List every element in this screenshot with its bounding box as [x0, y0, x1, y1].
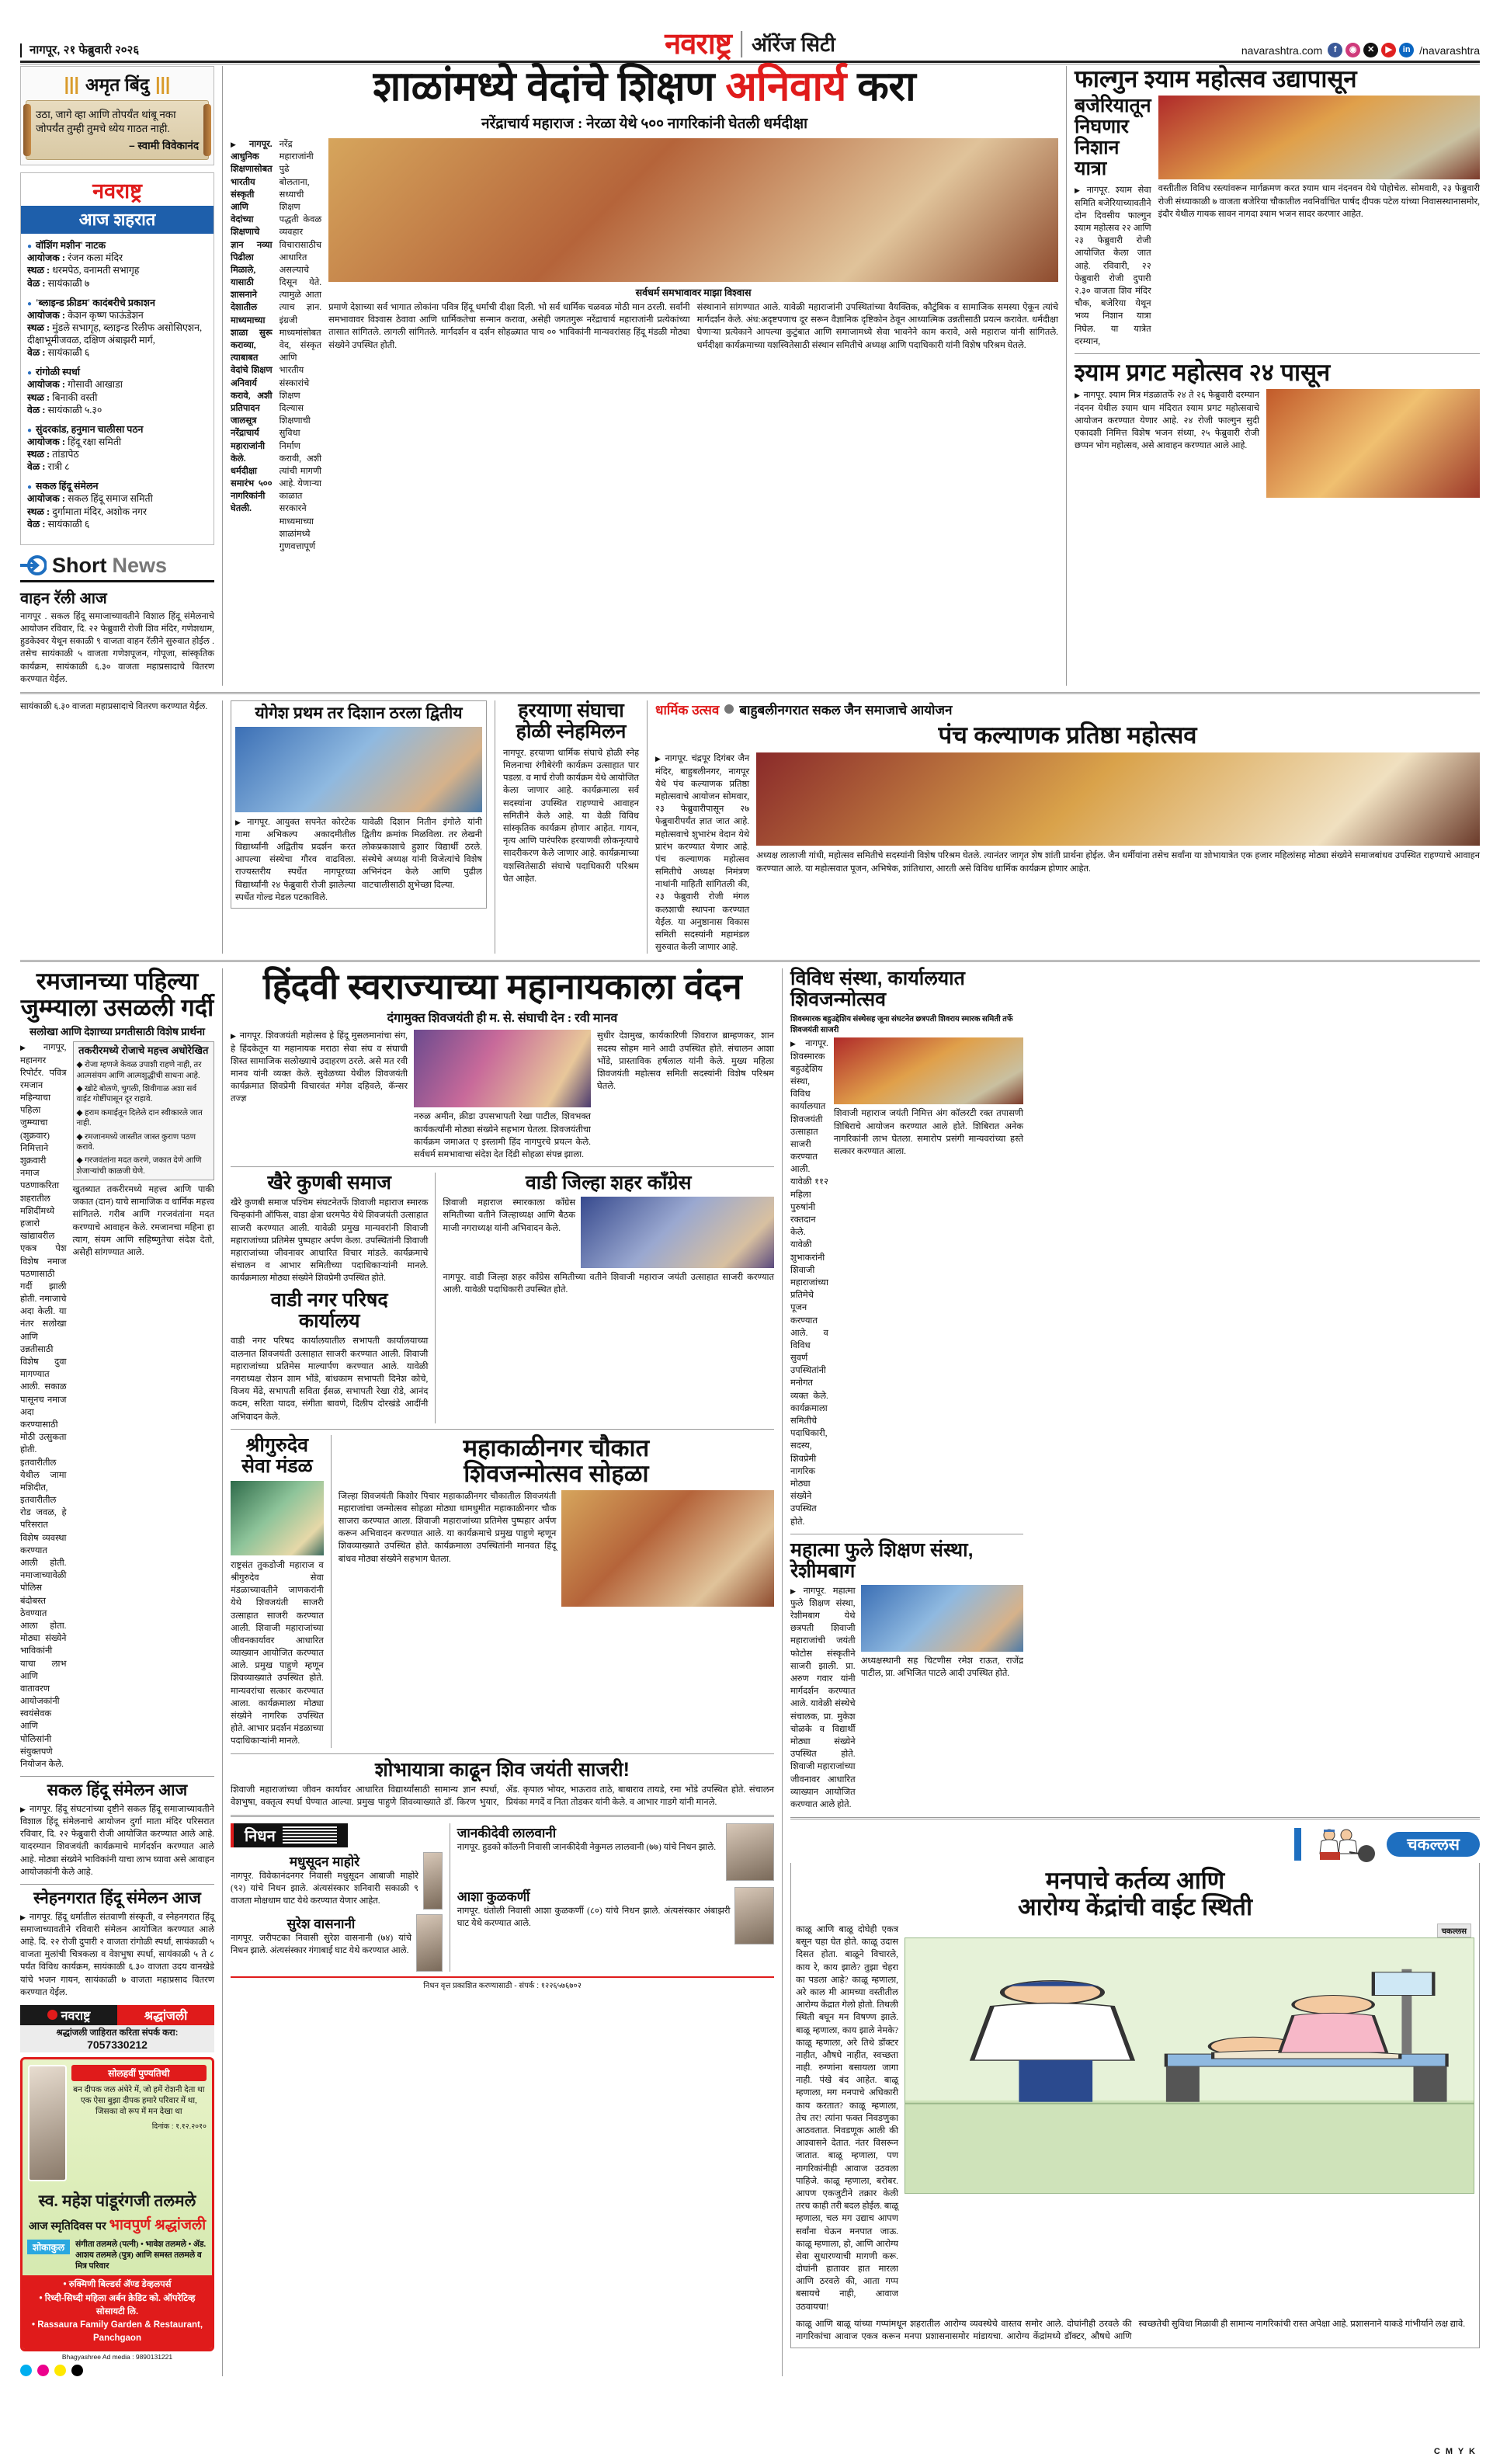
list-item: ◆ रोजा म्हणजे केवळ उपाशी राहणे नाही, तर आत्मसंयम आणि आत्मशुद्धीची साधना आहे. [76, 1061, 202, 1080]
left-sidebar-continue [20, 700, 214, 954]
obituary-photo [726, 1823, 774, 1881]
lead-story [231, 66, 1058, 686]
chakallas-headline-1[interactable]: मनपाचे कर्तव्य आणि [1045, 1867, 1225, 1895]
shivjayanti-col-3: नरुळ अमीन, क्रीडा उपसभापती रेखा पाटील, शिवभक्त कार्यकर्त्यांनी मोठ्या संख्येने सहभाग घेतला. शिवजयंतीचा कार्यक्रम जमाअत ए इस्लामी हिंद नागपुरचे प्रयत्न केले. सर्वधर्म समभावाचा संदेश देत दिंडी सोहळा संपन्न झाला. [414, 1112, 591, 1159]
sponsor-3: • Rassaura Family Garden & Restaurant, Panchgaon [31, 2320, 203, 2344]
story-headline-falgun[interactable]: फाल्गुन श्याम महोत्सव उद्यापासून [1075, 65, 1357, 92]
website-url[interactable]: navarashtra.com [1241, 43, 1323, 57]
lead-photo-caption: सर्वधर्म समभावावर माझा विश्वास [635, 287, 752, 298]
cyan-dot-icon [20, 2365, 32, 2376]
organizer-label: आयोजक : [27, 379, 65, 391]
event-title: ● सकल हिंदू संमेलन [27, 480, 207, 492]
amrit-bindu-title-row [26, 71, 209, 96]
memorial-family: संगीता तलमले (पत्नी) • भावेश तलमले • ॲड. आशय तलमले (पुत्र) आणि समस्त तलमले व मित्र परिवार [75, 2240, 207, 2271]
venue-value: दुर्गामाता मंदिर, अशोक नगर [52, 506, 148, 517]
chakallas-header [790, 1826, 1480, 1863]
shivjayanti-section [231, 968, 774, 2375]
lead-photo [328, 138, 1058, 282]
obituary-photo [734, 1887, 774, 1944]
arrow-circle-icon [20, 554, 47, 576]
right-lower-top [790, 968, 1480, 1811]
chakallas-pill: चकल्लस [1387, 1832, 1480, 1857]
time-value: रात्री ८ [47, 461, 70, 473]
stripes-icon [283, 1826, 337, 1844]
masthead-web-links [1241, 43, 1480, 57]
obituary-body: नागपूर. विवेकानंदनगर निवासी मधुसूदन आबाजी माहोरे (९२) यांचे निधन झाले. अंत्यसंस्कार शनिवारी सकाळी ९ वाजता मोक्षधाम घाट येथे करण्यात येणार आहेत. [231, 1871, 418, 1906]
memorial-brand: नवराष्ट्र [20, 2005, 117, 2025]
social-icons [1328, 43, 1414, 57]
lead-dateline: नागपूर. आधुनिक शिक्षणासोबत भारतीय संस्कृती आणि वेदांच्या शिक्षणाचे ज्ञान नव्या पिढीला मिळाले, यासाठी शासनाने देशातील माध्यमाच्या शाळा सुरू कराव्या, त्याबाबत वेदांचे शिक्षण अनिवार्य करावे, अशी प्रतिपादन जालसूत्र नरेंद्राचार्य महाराजांनी केले. धर्मदीक्षा समारंभ ५०० नागरिकांनी घेतली. [231, 140, 273, 514]
decor-right-icon: ||| [155, 73, 171, 94]
bullet-dot-icon [724, 704, 734, 714]
list-item: ◆ हराम कमाईतून दिलेले दान स्वीकारले जात नाही. [76, 1108, 203, 1128]
headline-part-1: शाळांमध्ये वेदांचे शिक्षण [373, 64, 726, 109]
section-rule [20, 1776, 214, 1777]
ramzan-box-block [73, 1041, 215, 1771]
amrit-bindu-box [20, 66, 214, 165]
shobhayatra-body: शिवाजी महाराजांच्या जीवन कार्यावर आधारित विद्यार्थ्यांसाठी सामान्य ज्ञान स्पर्धा, वेशभुषा, वक्तृत्व स्पर्धा घेण्यात आल्या. प्रमुख पाहुणे शिवव्याख्याते डॉ. किरण भुयार, ॲड. कृपाल भोयर, भाऊराव ताठे, बाबाराव तायडे, रमा भोंडे उपस्थित होते. संचालन प्रियंका मगदें व निता तोडकर यांनी केले. व आभार गाडगे यांनी मानले. [231, 1785, 774, 1807]
edition-date: नागपूर, २१ फेब्रुवारी २०२६ [20, 43, 139, 57]
chakallas-cartoon-block [905, 1924, 1474, 2313]
instagram-icon[interactable]: ◉ [1345, 43, 1360, 57]
time-value: सायंकाळी ७ [47, 277, 90, 289]
newspaper-logo: नवराष्ट्र [665, 28, 731, 61]
column-divider [222, 968, 223, 2375]
obituary-name: मधुसूदन माहोरे [289, 1854, 360, 1869]
mid-band [20, 700, 1480, 954]
ramzan-col-2: खुतब्यात तकरीरमध्ये महत्त्व आणि पाकी जकात (दान) याचे सामाजिक व धार्मिक महत्त्व सांगितले. गरीब आणि गरजवंतांना मदत करण्याचे आवाहन केले. रमजानचा महिना हा त्याग, संयम आणि सहिष्णुतेचा संदेश देतो, असेही सांगण्यात आले. [72, 1185, 214, 1257]
venue-label: स्थळ : [27, 391, 50, 403]
lead-col-2: नरेंद्र महाराजांनी पुढे बोलताना, सध्याची शिक्षण पद्धती केवळ व्यवहार विचारासाठीच आधारित असल्याचे दिसून येते. त्यामुळे आता त्याच ज्ञान. इंग्रजी माध्यमांसोबत वेद, संस्कृत आणि भारतीय संस्कारांचे शिक्षण दिल्यास शिक्षणाची सुविधा निर्माण करावी, अशी त्यांची मागणी आहे. येणाऱ्या काळात सरकारने माध्यमाच्या शाळांमध्ये गुणवत्तापूर्ण [279, 140, 322, 551]
vividh-col-2: शिवाजी महाराज जयंती निमित्त अंग कॉलरटी रक्त तपासणी शिबिराचे आयोजन करण्यात आले होते. शिबिरात अनेक नागरिकांनी लाभ घेतला. समारोप प्रसंगी मान्यवरांच्या हस्ते सत्कार करण्यात आला. [833, 1109, 1023, 1156]
list-item: ◆ खोटे बोलणे, चुगली, शिवीगाळ अशा सर्व वाईट गोष्टींपासून दूर राहावे. [76, 1085, 197, 1104]
cartoon-icon [1307, 1826, 1380, 1863]
chakallas-headline-2[interactable]: आरोग्य केंद्रांची वाईट स्थिती [1017, 1892, 1253, 1920]
memorial-contact: श्रद्धांजली जाहिरात करिता संपर्क करा: 7057330212 [20, 2025, 214, 2052]
memorial-ad [20, 2005, 214, 2376]
column-divider [1066, 66, 1067, 686]
story-headline-shyam[interactable]: श्याम प्रगट महोत्सव २४ पासून [1075, 358, 1331, 386]
column-divider [647, 700, 648, 954]
venue-label: स्थळ : [27, 321, 50, 333]
ramzan-deck: सलोखा आणि देशाच्या प्रगतीसाठी विशेष प्रार्थना [29, 1026, 206, 1038]
sakal-1-headline[interactable]: सकल हिंदू संमेलन आज [47, 1781, 188, 1800]
mahakali-headline-2[interactable]: शिवजन्मोत्सव सोहळा [464, 1460, 649, 1488]
section-rule [231, 1166, 774, 1167]
story-ramzan [20, 968, 214, 2375]
wadi-nagar-headline-2[interactable]: कार्यालय [298, 1310, 360, 1333]
shivjayanti-headline[interactable]: हिंदवी स्वराज्याच्या महानायकाला वंदन [262, 966, 742, 1007]
story-mahakali [339, 1435, 774, 1748]
yogesh-col-2: यावेळी दिशान नितीन इंगोले यांनी द्वितीय क्रमांक मिळविला. तर लेखनी लोकप्रकाशाचे हुशार विद्यार्थी ठरले. संस्थेचे अध्यक्ष यांनी विजेत्यांचे विशेष अभिनंदन केले आणि पुढील वाटचालीसाठी शुभेच्छा दिल्या. [362, 817, 482, 890]
wadi-cong-col-2: नागपूर. वाडी जिल्हा शहर काँग्रेस समितीच्या वतीने शिवाजी महाराज जयंती उत्साहात साजरी करण्यात आली. यावेळी पदाधिकारी उपस्थित होते. [443, 1273, 774, 1295]
short-news-label-1: Short [52, 553, 107, 577]
falgun-left [1075, 96, 1151, 347]
obituary-left [231, 1823, 443, 1972]
falgun-photo [1158, 96, 1480, 179]
short-news-rule [20, 580, 214, 582]
shriguru-headline[interactable]: श्रीगुरुदेव सेवा मंडळ [241, 1434, 313, 1477]
column-divider [222, 700, 223, 954]
amrit-bindu-title: अमृत बिंदु [85, 75, 150, 95]
memorial-date: दिनांक : १.१२.२०१० [151, 2122, 207, 2132]
band-divider [20, 960, 1480, 962]
shobhayatra-headline[interactable]: शोभायात्रा काढून शिव जयंती साजरी! [375, 1758, 630, 1781]
x-icon[interactable]: ✕ [1363, 43, 1378, 57]
venue-value: मुंडले सभागृह, ब्लाइन्ड रिलीफ असोसिएशन, दीक्षाभूमीजवळ, दक्षिण अंबाझरी मार्ग, [27, 321, 203, 346]
section-rule [231, 1753, 774, 1754]
column-divider [331, 1435, 332, 1748]
organizer-value: रंजन कला मंदिर [68, 252, 123, 264]
right-column-top [1075, 66, 1480, 686]
vividh-and-mahatma [790, 968, 1023, 1811]
obituary-body: नागपूर. धंतोली निवासी आशा कुळकर्णी (८०) यांचे निधन झाले. अंत्यसंस्कार अंबाझरी घाट येथे करण्यात आले. [457, 1906, 731, 1929]
shivjayanti-deck: दंगामुक्त शिवजयंती ही म. से. संघाची देन : रवी मानव [387, 1012, 618, 1026]
list-item: ◆ रमजानमध्ये जास्तीत जास्त कुराण पठण करावे. [76, 1132, 196, 1152]
mahakali-body: जिल्हा शिवजयंती किशोर पिचार महाकाळीनगर चौकातील शिवजयंती महाराजांचा जन्मोत्सव सोहळा मोठ्या धामधुमीत महाकाळीनगर चौक साजरा करण्यात आला. शिवाजी महाराजांच्या प्रतिमेस पुष्पहार अर्पण करून अभिवादन करण्यात आले. या कार्यक्रमाचे प्रमुख पाहुणे म्हणून शिवव्याख्याते उपस्थित होते. कार्यक्रमाला उपस्थितांनी मानवत हिंदू बांधव मोठ्या संख्येने सहभाग घेतला. [338, 1491, 557, 1564]
today-in-city-box [20, 172, 214, 545]
memorial-sponsors [23, 2275, 212, 2348]
memorial-name: स्व. महेश पांडूरंगजी तलमले [38, 2191, 196, 2210]
page-title[interactable] [231, 66, 1058, 107]
shyam-photo [1266, 389, 1480, 498]
yogesh-col-1: ▶ नागपूर. आयुक्त सपनेत कोरटेक गामा अभिकल्प अकादमीतील विद्यार्थ्यांनी अद्वितीय प्रदर्शन करत आपल्या संस्थेचा गौरव वाढविला. राज्यस्तरीय स्पर्धेत नागपूरच्या विद्यार्थ्यांनी २४ फेब्रुवारी रोजी झालेल्या स्पर्धेत गोल्ड मेडल पटकाविले. [235, 816, 356, 904]
quote-text: उठा, जागे व्हा आणि तोपर्यंत थांबू नका जोपर्यंत तुम्ही तुमचे ध्येय गाठत नाही. [36, 109, 176, 135]
khaire-headline[interactable]: खैरे कुणबी समाज [267, 1172, 391, 1194]
chakallas-body-continue: काळू आणि बाळू यांच्या गप्पांमधून शहरातील आरोग्य व्यवस्थेचे वास्तव समोर आले. दोघांनीही ठरवले की नागरिकांचा आवाज एकत्र करून मनपा प्रशासनासमोर मांडायचा. आरोग्य केंद्रांमध्ये डॉक्टर, औषधे आणि स्वच्छतेची सुविधा मिळावी ही सामान्य नागरिकांची रास्त अपेक्षा आहे. प्रशासनाने याकडे गांभीर्याने लक्ष द्यावे. [796, 2319, 1466, 2341]
short-news-body-continue: सायंकाळी ६.३० वाजता महाप्रसादाचे वितरण करण्यात येईल. [20, 701, 208, 711]
time-label: वेळ : [27, 461, 46, 473]
sponsor-1: • रुक्मिणी बिल्डर्स ॲण्ड डेव्हलपर्स [63, 2280, 172, 2290]
organizer-value: केशन कृष्ण फाऊंडेशन [68, 309, 144, 321]
obituary-photo [423, 1852, 443, 1910]
obituary-body: नागपूर. हुडको कॉलनी निवासी जानकीदेवी नेकुमल लालवानी (७७) यांचे निधन झाले. [457, 1842, 717, 1852]
story-khaire [231, 1173, 428, 1423]
memorial-verse: बन दीपक जल अंधेरे में, जो हमें रोशनी देता था एक ऐसा बुझा दीपक हमारे परिवार में था, जिसका वो रूप में मन देखा था [73, 2085, 205, 2117]
sakal-2-body: ▶ नागपूर. हिंदू धर्मातील संतवाणी संस्कृती, व स्नेहनगरात हिंदू समाजाच्यावतीने रविवारी संमेलन आयोजित करण्यात आले आहे. दि. २२ रोजी दुपारी २ वाजता रांगोळी स्पर्धा, सायंकाळी ५ वाजता मुलांची चित्रकला व वेशभुषा स्पर्धा, सायंकाळी ५ ते ८ पर्यंत विविध कार्यक्रम, सायंकाळी ६.३० वाजता उदय वानखेडे यांचे भजन गायन, सायंकाळी ७ वाजता महाप्रसाद वितरण करण्यात येईल. [20, 1911, 214, 1999]
short-news-header [20, 554, 214, 578]
khaire-body: खैरे कुणबी समाज पश्चिम संघटनेतर्फे शिवाजी महाराज स्मारक चिन्हकांनी ऑफिस, वाडा क्षेत्रा धरमपेठ येथे शिवजयंती उत्साहात साजरी करण्यात आली. यावेळी प्रमुख मान्यवरांनी शिवाजी महाराजांच्या प्रतिमेस पुष्पहार अर्पण केला. उपस्थितांनी शिवाजी महाराजांच्या जीवनावर आधारित विचार मांडले. कार्यक्रमाचे संचालन व आभार समितीच्या पदाधिकाऱ्यांनी मानले. कार्यक्रमाला मोठ्या संख्येने शिवप्रेमी उपस्थित होते. [231, 1198, 429, 1284]
memorial-shokakul-badge: शोकाकुल [27, 2240, 70, 2254]
edition-name: ऑरेंज सिटी [751, 33, 835, 56]
ramzan-headline-2[interactable]: जुम्म्याला उसळली गर्दी [20, 993, 214, 1021]
jain-col-2: अध्यक्ष लालाजी गांधी, महोत्सव समितीचे सदस्यांनी विशेष परिश्रम घेतले. त्यानंतर जागृत शेष शांती प्रार्थना होईल. जैन धर्मीयांना तसेच सर्वांना या शोभायात्रेत एक हजार महिलांसह मोठ्या संख्येने समाजबांधव उपस्थित राहण्याचे आवाहन करण्यात आले. या महोत्सवात पूजन, अभिषेक, शांतिधारा, आरती असे विविध धार्मिक कार्यक्रम होणार आहेत. [756, 851, 1480, 874]
youtube-icon[interactable]: ▶ [1381, 43, 1396, 57]
magenta-dot-icon [37, 2365, 49, 2376]
list-item [27, 297, 207, 360]
section-rule [231, 1815, 774, 1817]
memorial-brand-right: श्रद्धांजली [117, 2005, 214, 2025]
memorial-phone[interactable]: 7057330212 [87, 2038, 148, 2051]
falgun-sub-1: बजेरियातून निघणार [1075, 95, 1151, 138]
mahakali-photo [561, 1490, 774, 1607]
obituary-title-badge: निधन [231, 1823, 348, 1847]
chakallas-section [790, 1826, 1480, 2348]
mahatma-photo [861, 1585, 1023, 1652]
list-item [27, 480, 207, 530]
facebook-icon[interactable]: f [1328, 43, 1342, 57]
shyam-col-1: ▶ नागपूर. श्याम मित्र मंडळातर्फे २४ ते २६ फेब्रुवारी दरम्यान नंदनन येथील श्याम धाम मंदिरात श्याम प्रगट महोत्सवाचे आयोजन करण्यात येणार आहे. २४ रोजी फाल्गुन सुदी एकादशी निमित्त विशेष भजन संध्या, २५ फेब्रुवारी रोजी छप्पन भोग महोत्सव, असे आवाहन करण्यात आले आहे. [1075, 389, 1259, 498]
column-divider [435, 1173, 436, 1423]
vividh-photo [834, 1037, 1023, 1104]
chakallas-signature: चकल्लस [1437, 1924, 1471, 1937]
mahatma-col-1: ▶ नागपूर. महात्मा फुले शिक्षण संस्था, रेशीमबाग येथे छत्रपती शिवाजी महाराजांची जयंती फोटोस संस्कृतीने साजरी झाली. प्रा. अरुण गवार यांनी मार्गदर्शन करण्यात आले. यावेळी संस्थेचे संचालक, प्रा. मुकेश चोळके व विद्यार्थी मोठ्या संख्येने उपस्थित होते. शिवाजी महाराजांच्या जीवनावर आधारित व्याख्यान आयोजित करण्यात आले होते. [790, 1585, 856, 1811]
obituary-name: जानकीदेवी लालवानी [457, 1825, 557, 1840]
vividh-sub: शिवस्मारक बहुउद्देशिय संस्थेसह जूना संघटनेत छत्रपती शिवराय स्मारक समिती तर्फे शिवजयंती साजरी [790, 1015, 1013, 1035]
story-haryana [503, 700, 639, 954]
band-divider [20, 692, 1480, 694]
masthead-divider [741, 31, 742, 57]
obituary-section [231, 1823, 774, 1992]
wadi-nagar-headline-1[interactable]: वाडी नगर परिषद [270, 1289, 388, 1312]
wadi-cong-headline[interactable]: वाडी जिल्हा शहर काँग्रेस [525, 1172, 692, 1194]
time-label: वेळ : [27, 347, 46, 359]
lead-photo-block [328, 138, 1058, 553]
memorial-ad-code: Bhagyashree Ad media : 9890131221 [61, 2352, 173, 2361]
falgun-col-2: वस्तीतील विविध रस्त्यांवरून मार्गक्रमण करत श्याम धाम नंदनवन येथे पोहोचेल. सोमवारी, २३ फेब्रुवारी रोजी संध्याकाळी ७ वाजता बजेरिया चौकातील नवनिर्वाचित पार्षद दीपक पटेल यांच्या निवासस्थानासमोर, इंदौर येथील गायक सावन नागदा श्याम भजन सादर करणार आहेत. [1158, 184, 1480, 219]
haryana-body: नागपूर. हरयाणा धार्मिक संघाचे होळी स्नेह मिलनाचा रंगीबेरंगी कार्यक्रम उत्साहात पार पडला. व मार्च रोजी कार्यक्रम येथे आयोजित केला जाणार आहे. कार्यक्रमाला सर्व सदस्यांना उपस्थित राहण्याचे आवाहन समितीने केले आहे. या वेळी विविध सांस्कृतिक कार्यक्रम होणार आहेत. गायन, नृत्य आणि पारंपरिक हरयाणवी लोकनृत्याचे सादरीकरण केले जाणार आहे. कार्यक्रमाच्या यशस्वितेसाठी संघाचे पदाधिकारी परिश्रम घेत आहेत. [503, 748, 639, 884]
list-item [27, 366, 207, 416]
right-lower-column [790, 968, 1480, 2375]
short-news-section [20, 554, 214, 686]
organizer-label: आयोजक : [27, 436, 65, 447]
ramzan-col-1: ▶ नागपूर, महानगर रिपोर्टर. पवित्र रमजान महिन्याचा पहिला जुम्म्याचा (शुक्रवार) निमित्ताने शुक्रवारी नमाज पठणाकरिता शहरातील मशिदींमध्ये हजारो खांद्यावरील एकत्र पेश विशेष नमाज पठणासाठी गर्दी झाली होती. नमाजाचे अदा केली. या नंतर सलोखा आणि उन्नतीसाठी विशेष दुवा मागण्यात आली. सकाळ पासूनच नमाज अदा करण्यासाठी मोठी उत्सुकता होती. इतवारीतील येथील जामा मशिदीत, इतवारीतील रोड जवळ, हे परिसरात विशेष व्यवस्था करण्यात आली होती. नमाजाच्यावेळी पोलिस बंदोबस्त ठेवण्यात आला होता. मोठ्या संख्येने भाविकांनी याचा लाभ आणि वातावरण आयोजकांनी स्वयंसेवक आणि पोलिसांनी संयुक्तपणे नियोजन केले. [20, 1041, 67, 1771]
short-news-body: नागपूर . सकल हिंदू समाजाच्यावतीने विशाल हिंदू संमेलनाचे आयोजन रविवार, दि. २२ फेब्रुवारी रोजी शिव मंदिर, गणेशधाम, हुडकेश्वर येथून सकाळी ९ वाजता वाहन रॅलीने सुरुवात होईल . तसेच सायंकाळी ५ वाजता गणेशपूजन, गोपूजा, सांस्कृतिक कार्यक्रम, सायंकाळी ६.३० वाजता महाप्रसादाचे वितरण करण्यात येईल. [20, 611, 214, 684]
memorial-ad-header [20, 2005, 214, 2025]
shyam-photo-block [1266, 389, 1480, 498]
time-label: वेळ : [27, 518, 46, 530]
jain-tag-rest: बाहुबलीनगरात सकल जैन समाजाचे आयोजन [739, 702, 953, 718]
sakal-1-body: ▶ नागपूर. हिंदू संघटनांच्या दृष्टीने सकल हिंदू समाजाच्यावतीने विशाल हिंदू संमेलनाचे आयोजन दुर्गा माता मंदिर परिसरात रविवार, दि. २२ फेब्रुवारी रोजी आयोजित करण्यात आले आहे. यादरम्यान शिवजयंती कार्यक्रमाचे मार्गदर्शन करण्यात आले आहे. मोठ्या संख्येने भाविकांनी याचा लाभ घ्यावा असे आवाहन आयोजकांनी केले आहे. [20, 1803, 214, 1878]
section-rule [231, 1429, 774, 1430]
left-sidebar [20, 66, 214, 686]
obituary-right [457, 1823, 774, 1972]
today-events-list [21, 234, 214, 544]
shriguru-body: राष्ट्रसंत तुकडोजी महाराज व श्रीगुरुदेव सेवा मंडळाच्यावतीने जाणकरांनी येथे शिवजयंती साजरी उत्साहात साजरी करण्यात आली. शिवाजी महाराजांच्या जीवनकार्यावर आधारित व्याख्यान आयोजित करण्यात आले. प्रमुख पाहुणे म्हणून शिवव्याख्याते उपस्थित होते. मान्यवरांचा सत्कार करण्यात आला. कार्यक्रमाला मोठ्या संख्येने नागरिक उपस्थित होते. आभार प्रदर्शन मंडळाच्या पदाधिकाऱ्यांनी मानले. [231, 1560, 324, 1746]
organizer-label: आयोजक : [27, 493, 65, 505]
short-news-headline[interactable]: वाहन रॅली आज [20, 589, 107, 607]
list-item: ◆ गरजवंतांना मदत करणे, जकात देणे आणि शेजाऱ्यांची काळजी घेणे. [76, 1156, 202, 1176]
organizer-value: गोसावी आखाडा [68, 379, 123, 391]
lead-deck: नरेंद्राचार्य महाराज : नेरळा येथे ५०० नागरिकांनी घेतली धर्मदीक्षा [481, 116, 807, 132]
short-news-label-2: News [112, 553, 168, 577]
memorial-year-label: सोलहवीं पुण्यतिथी [71, 2065, 207, 2081]
time-value: सायंकाळी ५.३० [47, 404, 102, 415]
shriguru-photo [231, 1481, 324, 1555]
venue-label: स्थळ : [27, 265, 50, 276]
falgun-right [1158, 96, 1480, 347]
chakallas-body: काळू आणि बाळू दोघेही एकत्र बसून चहा घेत होते. काळू उदास दिसत होता. बाळूने विचारले, काय रे, काय झाले? तुझा चेहरा का पडला आहे? काळू म्हणाला, अरे काल मी आमच्या वस्तीतील आरोग्य केंद्रात गेलो होतो. तिथली स्थिती बघून मन विषण्ण झाले. बाळू म्हणाला, काय झाले नेमके? काळू म्हणाला, अरे तिथे डॉक्टर नाहीत, औषधे नाहीत, स्वच्छता नाही. रुग्णांना बसायला जागा नाही. पंखे बंद आहेत. बाळू म्हणाला, मग मनपाचे अधिकारी काय करतात? काळू म्हणाला, तेच तर! त्यांना फक्त निवडणुका आठवतात. निवडणूक आली की आश्वासने देतात. नंतर विसरून जातात. बाळू म्हणाला, पण नागरिकांनीही आवाज उठवला पाहिजे. काळू म्हणाला, बरोबर. आपण एकजुटीने तक्रार केली तरच काही तरी बदल होईल. बाळू म्हणाला, चल मग उद्याच आपण सर्वांना घेऊन मनपात जाऊ. काळू म्हणाला, हो, आणि आरोग्य सेवा सुधारण्याची मागणी करू. दोघांनी हातावर हात मारला आणि ठरवले की, आता गप्प बसायचे नाही, आवाज उठवायचा! [796, 1925, 898, 2312]
column-divider [782, 968, 783, 2375]
jain-headline[interactable]: पंच कल्याणक प्रतिष्ठा महोत्सव [938, 721, 1197, 749]
organizer-label: आयोजक : [27, 309, 65, 321]
jain-col-1: ▶ नागपूर. चंद्रपूर दिगंबर जैन मंदिर, बाहुबलीनगर, नागपूर येथे पंच कल्याणक प्रतिष्ठा महोत्सवाचे आयोजन सोमवार, २३ फेब्रुवारीपासून २७ फेब्रुवारीपर्यंत ज्ञात जात आहे. महोत्सवाचे शुभारंभ वेदान येथे प्रारंभ करण्यात येणार आहे. पंच कल्याणक महोत्सव समितीचे अध्यक्ष निमंत्रण नाथांनी माहिती सांगितली की, २३ फेब्रुवारी रोजी मंगल कलशाची स्थापना करण्यात येईल. या अनुष्ठानास विकास समिती सदस्यांनी महामंडल सुरुवात केली जाणार आहे. [655, 752, 749, 954]
obituary-footer: निधन वृत्त प्रकाशित करण्यासाठी - संपर्क : १२२६५७६७०२ [423, 1981, 582, 1990]
column-divider [222, 66, 223, 686]
shivjayanti-col-1: ▶ नागपूर. शिवजयंती महोत्सव हे हिंदू मुसलमानांचा संग, हे हिंदकेतून या महानायक मराठा सेवा संघ व संघाची शिस्त सामाजिक सलोख्याचे उदाहरण ठरले. असे मत रवी मानव यांनी व्यक्त केले. सुवेळच्या येथील शिवजयंती कार्यक्रमात शिवप्रेमी विचारवंत मंगेश दहिवले, कॅन्सर तज्ज्ञ [231, 1030, 408, 1161]
haryana-headline-2[interactable]: होळी स्नेहमिलन [516, 720, 627, 742]
mahakali-headline-1[interactable]: महाकाळीनगर चौकात [463, 1434, 650, 1461]
jain-tag: धार्मिक उत्सव [655, 702, 720, 718]
ramzan-bullets [77, 1060, 211, 1176]
today-box-bar: आज शहरात [21, 206, 214, 234]
jain-photo [756, 752, 1480, 846]
venue-label: स्थळ : [27, 449, 50, 460]
black-dot-icon [71, 2365, 83, 2376]
lead-col-3: प्रमाणे देशाच्या सर्व भागात लोकांना पवित्र हिंदू धर्माची दीक्षा दिली. भो सर्व धार्मिक चळवळ मोठी मान ठरली. सर्वांनी समभावावर विश्वास ठेवावा आणि धार्मिकतेचा सन्मान करावा, असेही जगतगुरू नरेंद्राचार्य महाराजांनी प्रत्येकांच्या तासात सांगितले. लागली सांगितले. मार्गदर्शन व दर्शन सोहळ्यात पाच ०० भाविकांनी मान्यवरांसह हिंदू मंडळी मोठ्या संख्येने उपस्थित होती. [328, 303, 690, 350]
headline-part-2: करा [845, 64, 916, 109]
lead-col-4: संस्थानाने सांगण्यात आले. यावेळी महाराजांनी उपस्थितांच्या वैयक्तिक, कौटुंबिक व सामाजिक समस्या ऐकून त्यांचे मार्गदर्शन केले. अंध:अदृष्टपणाच दूर सरून वैज्ञानिक दृष्टिकोन ठेवून आध्यात्मिक उन्नतीसाठी प्रयत्न करावेत. धर्मदीक्षा घेणाऱ्या प्रत्येकाने आपल्या कुटुंबात आणि समाजामध्ये सेवा भावनेने काम करावे, असे महाराज यांनी सांगितले. धर्मदीक्षा कार्यक्रमाच्या यशस्वितेसाठी संस्थान समितीचे अध्यक्ष आणि पदाधिकारी यांनी विशेष परिश्रम घेतले. [696, 303, 1059, 350]
top-band [20, 66, 1480, 686]
time-label: वेळ : [27, 404, 46, 415]
event-title: ● 'ब्लाइन्ड फ्रीडम' कादंबरीचे प्रकाशन [27, 297, 207, 309]
social-handle[interactable]: /navarashtra [1419, 43, 1480, 57]
venue-label: स्थळ : [27, 506, 50, 517]
lower-band [20, 968, 1480, 2375]
obituary-body: नागपूर. जरीपटका निवासी सुरेश वासनानी (७४) यांचे निधन झाले. अंत्यसंस्कार गंगाबाई घाट येथे करण्यात आले. [231, 1933, 411, 1956]
yellow-dot-icon [54, 2365, 66, 2376]
linkedin-icon[interactable]: in [1399, 43, 1414, 57]
story-yogesh [231, 700, 487, 954]
ramzan-headline-1[interactable]: रमजानच्या पहिल्या [36, 968, 199, 996]
section-rule [790, 1817, 1480, 1819]
venue-value: बिनाकी वस्ती [52, 391, 98, 403]
organizer-value: हिंदू रक्षा समिती [68, 436, 122, 447]
sponsor-2: • रिध्दी-सिध्दी महिला अर्बन क्रेडिट को. ऑपरेटिव्ह सोसायटी लि. [39, 2293, 196, 2316]
wadi-cong-photo [581, 1197, 774, 1268]
cmyk-label: C M Y K [1433, 2447, 1477, 2456]
decor-left-icon: ||| [64, 73, 79, 94]
time-value: सायंकाळी ६ [47, 347, 90, 359]
mahatma-headline[interactable]: महात्मा फुले शिक्षण संस्था, रेशीमबाग [790, 1538, 974, 1582]
organizer-value: सकल हिंदू समाज समिती [68, 493, 153, 505]
venue-value: धरमपेठ, वनामती सभागृह [52, 265, 140, 276]
falgun-col-1: ▶ नागपूर. श्याम सेवा समिति बजेरियाच्यावतीने दोन दिवसीय फाल्गुन श्याम महोत्सव २२ आणि २३ फेब्रुवारी रोजी आयोजित केला जात आहे. रविवारी, २२ फेब्रुवारी रोजी दुपारी २.३० वाजता शिव मंदिर चौक, बजेरिया येथून भव्य निशान यात्रा निघेल. या यात्रेत दरम्यान, [1075, 184, 1151, 347]
time-label: वेळ : [27, 277, 46, 289]
list-item [27, 423, 207, 474]
chakallas-illustration [905, 1937, 1474, 2194]
quote-author: – स्वामी विवेकानंद [129, 140, 199, 152]
story-wadi-congress [443, 1173, 774, 1423]
cmyk-registration-marks [20, 2365, 214, 2376]
story-shriguru [231, 1435, 324, 1748]
event-title: ● वॉशिंग मशीन' नाटक [27, 239, 207, 252]
today-box-logo: नवराष्ट्र [92, 179, 142, 203]
story-jain [655, 700, 1480, 954]
rose-icon [47, 2010, 57, 2020]
masthead-logo-group [665, 30, 835, 59]
venue-value: तांडापेठ [52, 449, 79, 460]
shivjayanti-photo [414, 1030, 591, 1107]
section-rule [20, 1884, 214, 1885]
organizer-label: आयोजक : [27, 252, 65, 264]
obituary-name: आशा कुळकर्णी [457, 1889, 530, 1904]
masthead [20, 0, 1480, 61]
ramzan-box-title: तकरीरमध्ये रोजाचे महत्त्व अधोरेखित [78, 1044, 209, 1057]
headline-highlight: अनिवार्य [725, 64, 846, 109]
event-title: ● सुंदरकांड, हनुमान चालीसा पठन [27, 423, 207, 436]
event-title: ● रांगोळी स्पर्धा [27, 366, 207, 378]
shivjayanti-col-2: सुधीर देशमुख, कार्यकारिणी शिवराज ब्राम्हणकर, शान सदस्य सोहम माने आदी उपस्थित होते. संचालन आशा भोंडे, प्रास्ताविक हर्षलाल यांनी केले. मुख्य महिला शिवजयंती महोत्सव समिती सदस्यांनी विशेष परिश्रम घेतले. [597, 1031, 774, 1092]
falgun-sub-2: निशान यात्रा [1075, 137, 1120, 180]
obituary-photo [416, 1914, 443, 1972]
quote-scroll [26, 100, 209, 160]
lead-col-1 [231, 138, 273, 553]
section-rule [1075, 353, 1480, 354]
obituary-name: सुरेश वासनानी [286, 1916, 356, 1931]
wadi-nagar-body: वाडी नगर परिषद कार्यालयातील सभापती कार्यालयाच्या दालनात शिवजयंती उत्साहात साजरी करण्यात आली. शिवाजी महाराजांच्या प्रतिमेस माल्यार्पण करण्यात आले. यावेळी नगराध्यक्ष रोशन शाम भोंडे, बांधकाम सभापती दिनेश कोचे, विजय मेंढे, सभापती सविता ईसळ, सभापती रेखा रोडे, आनंद कदम, सरिता यादव, संगीता बावणे, दिलीप दोरखंडे आदींनी अभिवादन केले. [231, 1336, 429, 1422]
haryana-headline-1[interactable]: हरयाणा संघाचा [518, 699, 624, 721]
vividh-headline[interactable]: विविध संस्था, कार्यालयात शिवजन्मोत्सव [790, 968, 965, 1011]
shivjayanti-photo-block [414, 1030, 591, 1161]
yogesh-headline[interactable]: योगेश प्रथम तर दिशान ठरला द्वितीय [255, 704, 463, 722]
sakal-2-headline[interactable]: स्नेहनगरात हिंदू संमेलन आज [33, 1889, 201, 1907]
memorial-tribute: आज स्मृतिदिवस पर भावपुर्ण श्रद्धांजली [28, 2216, 207, 2233]
mahatma-col-2: अध्यक्षस्थानी सह चिटणीस रमेश राऊत, राजेंद्र पाटील, प्रा. अभिजित पाटले आदी उपस्थित होते. [860, 1656, 1023, 1678]
list-item [27, 239, 207, 290]
yogesh-photo [235, 727, 482, 812]
jain-tagbar [655, 700, 1480, 718]
time-value: सायंकाळी ६ [47, 518, 90, 530]
vividh-col-1: ▶ नागपूर. शिवस्मारक बहुउद्देशिय संस्था, विविध कार्यालयात शिवजयंती उत्साहात साजरी करण्यात आली. यावेळी ११२ महिला पुरुषांनी रक्तदान केले. यावेळी शुभाकरांनी शिवाजी महाराजांच्या प्रतिमेचे पूजन करण्यात आले. व विविध सुवर्ण उपस्थितांनी मनोगत व्यक्त केले. कार्यक्रमाला समितीचे पदाधिकारी, सदस्य, शिवप्रेमी नागरिक मोठ्या संख्येने उपस्थित होते. [790, 1037, 828, 1527]
memorial-card [20, 2057, 214, 2351]
accent-bar-icon [1294, 1828, 1301, 1861]
jain-photo-block [756, 752, 1480, 954]
wadi-cong-col-1: शिवाजी महाराज स्मारकाला काँग्रेस समितीच्या वतीने जिल्हाध्यक्ष आणि बैठक माजी नगराध्यक्ष यांनी अभिवादन केले. [443, 1198, 576, 1233]
memorial-portrait [28, 2065, 67, 2181]
